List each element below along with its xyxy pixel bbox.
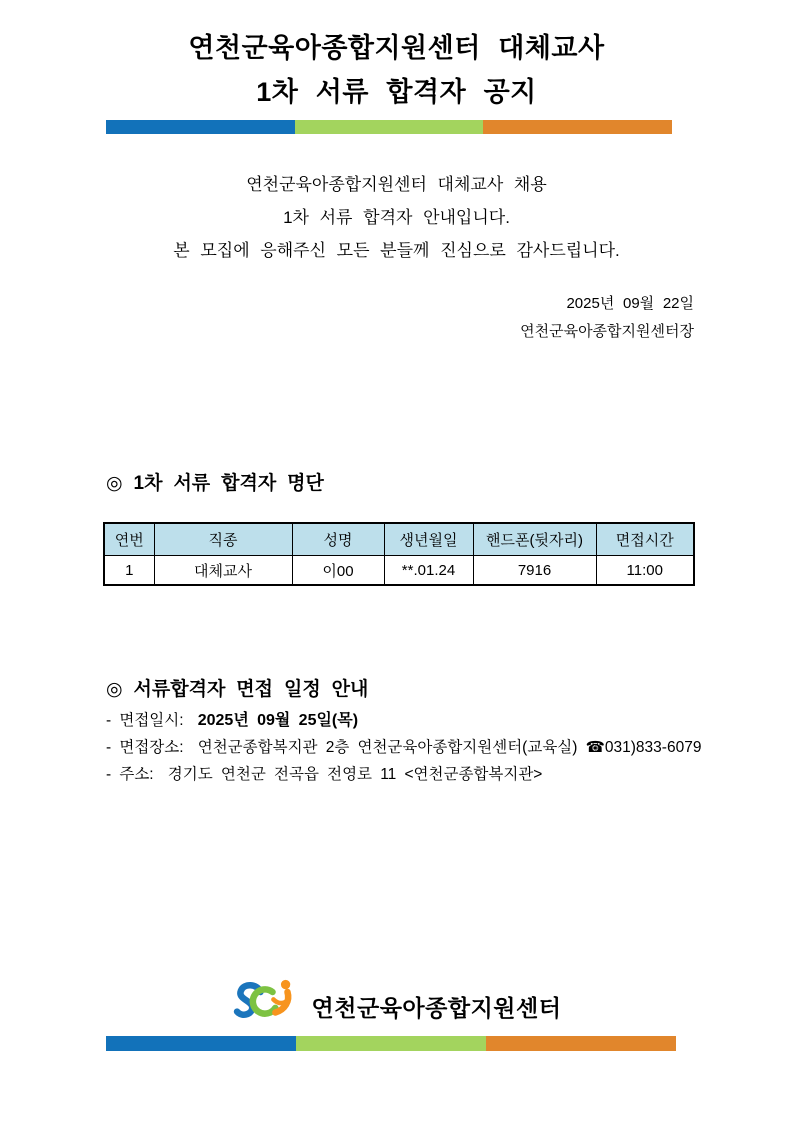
cell-phone: 7916 bbox=[473, 556, 596, 586]
center-logo-icon bbox=[232, 978, 300, 1034]
interview-schedule-list bbox=[106, 707, 701, 788]
section1-heading: ◎ 1차 서류 합격자 명단 bbox=[106, 473, 324, 494]
intro-line: 연천군육아종합지원센터 대체교사 채용 bbox=[246, 175, 547, 194]
passers-table bbox=[103, 522, 695, 586]
cell-birth: **.01.24 bbox=[384, 556, 473, 586]
intro-paragraph bbox=[0, 168, 793, 267]
brand-bar-green-segment bbox=[296, 1036, 486, 1051]
col-header-no: 연번 bbox=[104, 523, 154, 556]
brand-bar-orange-segment bbox=[486, 1036, 676, 1051]
footer bbox=[0, 978, 793, 1034]
table-header-row bbox=[104, 523, 694, 556]
cell-no: 1 bbox=[104, 556, 154, 586]
brand-bar-orange-segment bbox=[483, 120, 672, 134]
brand-bar-green-segment bbox=[295, 120, 484, 134]
col-header-name: 성명 bbox=[292, 523, 384, 556]
cell-job: 대체교사 bbox=[154, 556, 292, 586]
page-title-line2: 1차 서류 합격자 공지 bbox=[256, 77, 537, 107]
footer-org-name: 연천군육아종합지원센터 bbox=[311, 994, 562, 1021]
intro-line: 1차 서류 합격자 안내입니다. bbox=[283, 208, 510, 227]
cell-time: 11:00 bbox=[596, 556, 694, 586]
brand-bar-blue-segment bbox=[106, 120, 295, 134]
brand-bar-top bbox=[106, 120, 672, 134]
page-title bbox=[0, 26, 793, 114]
schedule-item-datetime bbox=[106, 707, 701, 734]
table-row bbox=[104, 556, 694, 586]
schedule-item-value: 경기도 연천군 전곡읍 전영로 11 <연천군종합복지관> bbox=[167, 766, 543, 783]
date-signature-block bbox=[520, 290, 694, 346]
schedule-item-address bbox=[106, 761, 701, 788]
cell-name: 이00 bbox=[292, 556, 384, 586]
schedule-item-label: - 주소: bbox=[106, 766, 154, 783]
col-header-time: 면접시간 bbox=[596, 523, 694, 556]
schedule-item-label: - 면접장소: bbox=[106, 739, 184, 756]
brand-bar-blue-segment bbox=[106, 1036, 296, 1051]
brand-bar-bottom bbox=[106, 1036, 676, 1051]
schedule-item-location bbox=[106, 734, 701, 761]
intro-line: 본 모집에 응해주신 모든 분들께 진심으로 감사드립니다. bbox=[173, 241, 620, 260]
section2-heading: ◎ 서류합격자 면접 일정 안내 bbox=[106, 679, 369, 700]
schedule-item-value: 연천군종합복지관 2층 연천군육아종합지원센터(교육실) ☎031)833-6079 bbox=[197, 739, 702, 756]
schedule-item-label: - 면접일시: bbox=[106, 712, 184, 729]
col-header-birth: 생년월일 bbox=[384, 523, 473, 556]
notice-date: 2025년 09월 22일 bbox=[566, 295, 694, 312]
col-header-phone: 핸드폰(뒷자리) bbox=[473, 523, 596, 556]
col-header-job: 직종 bbox=[154, 523, 292, 556]
page-title-line1: 연천군육아종합지원센터 대체교사 bbox=[188, 33, 605, 63]
notice-signer: 연천군육아종합지원센터장 bbox=[520, 323, 694, 340]
schedule-item-value: 2025년 09월 25일(목) bbox=[197, 712, 359, 729]
